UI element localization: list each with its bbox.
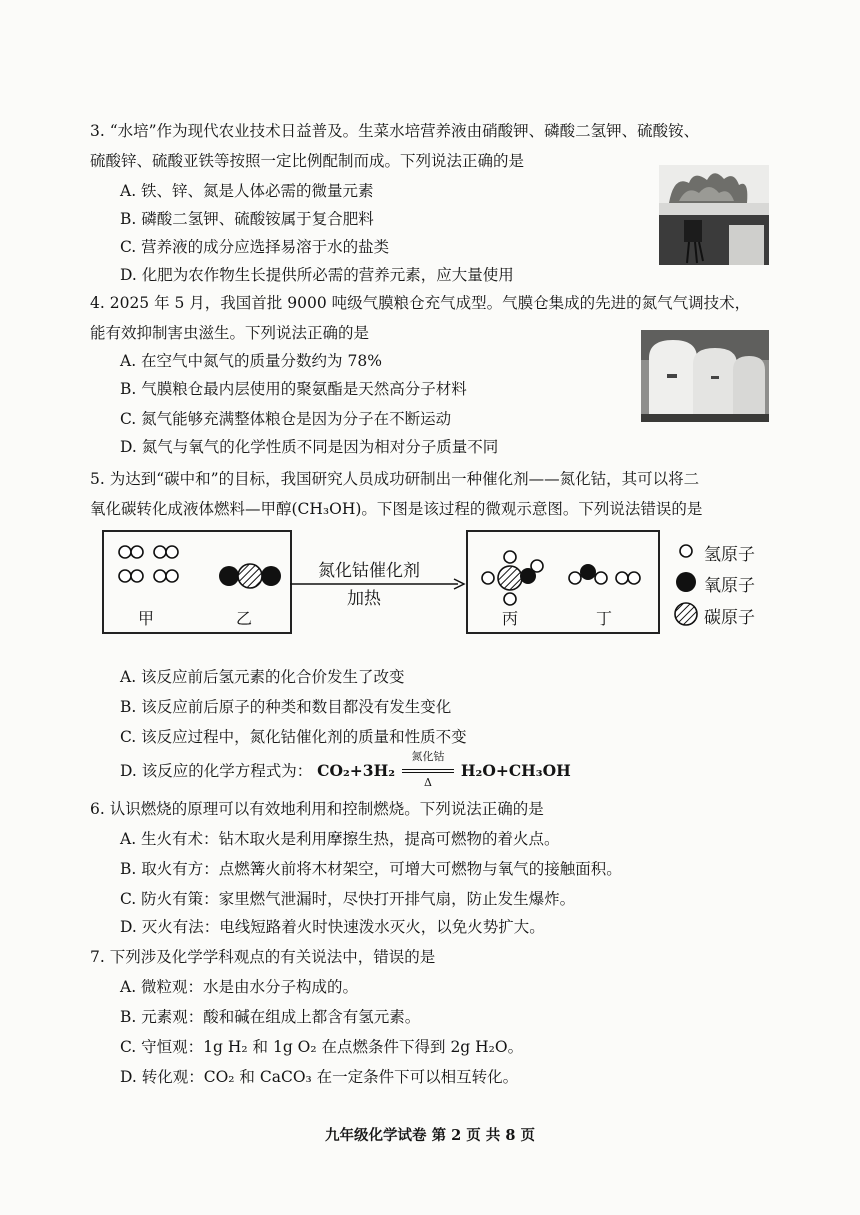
arrow-condition-catalyst: 氮化钴催化剂 bbox=[318, 561, 420, 581]
q5-stem-line-2: 氧化碳转化成液体燃料—甲醇(CH₃OH)。下图是该过程的微观示意图。下列说法错误的是 bbox=[90, 500, 703, 518]
product-molecules-icon bbox=[468, 532, 658, 632]
q5-option-d bbox=[120, 750, 571, 789]
q4-option-b: B. 气膜粮仓最内层使用的聚氨酯是天然高分子材料 bbox=[120, 380, 467, 398]
air-film-granary-photo bbox=[641, 330, 769, 422]
products-box bbox=[466, 530, 660, 634]
q4-option-a: A. 在空气中氮气的质量分数约为 78% bbox=[120, 352, 382, 370]
q4-stem-line-1: 4. 2025 年 5 月，我国首批 9000 吨级气膜粮仓充气成型。气膜仓集成的先进的氮气气调技术， bbox=[90, 294, 751, 312]
oxygen-atom-icon bbox=[674, 570, 698, 594]
label-jia: 甲 bbox=[138, 609, 155, 628]
q3-stem-line-2: 硫酸锌、硫酸亚铁等按照一定比例配制而成。下列说法正确的是 bbox=[90, 152, 525, 170]
page-footer: 九年级化学试卷 第 2 页 共 8 页 bbox=[325, 1127, 535, 1144]
hydrogen-atom-icon bbox=[676, 541, 696, 561]
q3-option-b: B. 磷酸二氢钾、硫酸铵属于复合肥料 bbox=[120, 210, 374, 228]
q4-stem-line-2: 能有效抑制害虫滋生。下列说法正确的是 bbox=[90, 324, 370, 342]
q7-stem-line-1: 7. 下列涉及化学学科观点的有关说法中，错误的是 bbox=[90, 948, 436, 966]
q4-option-c: C. 氮气能够充满整体粮仓是因为分子在不断运动 bbox=[120, 410, 452, 428]
reactants-box bbox=[102, 530, 292, 634]
q3-stem-line-1: 3. “水培”作为现代农业技术日益普及。生菜水培营养液由硝酸钾、磷酸二氢钾、硫酸铵、 bbox=[90, 122, 700, 140]
label-yi: 乙 bbox=[236, 609, 253, 628]
q6-option-c: C. 防火有策：家里燃气泄漏时，尽快打开排气扇，防止发生爆炸。 bbox=[120, 890, 576, 908]
arrow-condition-heat: 加热 bbox=[347, 589, 381, 609]
q5-option-c: C. 该反应过程中，氮化钴催化剂的质量和性质不变 bbox=[120, 728, 467, 746]
q4-option-d: D. 氮气与氧气的化学性质不同是因为相对分子质量不同 bbox=[120, 438, 499, 456]
q3-option-c: C. 营养液的成分应选择易溶于水的盐类 bbox=[120, 238, 390, 256]
q5-option-b: B. 该反应前后原子的种类和数目都没有发生变化 bbox=[120, 698, 452, 716]
q6-option-b: B. 取火有方：点燃篝火前将木材架空，可增大可燃物与氧气的接触面积。 bbox=[120, 860, 622, 878]
label-bing: 丙 bbox=[502, 609, 519, 628]
equation-right: H₂O+CH₃OH bbox=[460, 761, 571, 780]
q6-option-a: A. 生火有术：钻木取火是利用摩擦生热，提高可燃物的着火点。 bbox=[120, 830, 560, 848]
legend-hydrogen: 氢原子 bbox=[704, 545, 755, 565]
q7-option-c: C. 守恒观：1g H₂ 和 1g O₂ 在点燃条件下得到 2g H₂O。 bbox=[120, 1038, 524, 1056]
q7-option-b: B. 元素观：酸和碱在组成上都含有氢元素。 bbox=[120, 1008, 421, 1026]
q7-option-a: A. 微粒观：水是由水分子构成的。 bbox=[120, 978, 359, 996]
equation-bar bbox=[402, 769, 454, 770]
q6-option-d: D. 灭火有法：电线短路着火时快速泼水灭火，以免火势扩大。 bbox=[120, 918, 545, 936]
q5-stem-line-1: 5. 为达到“碳中和”的目标，我国研究人员成功研制出一种催化剂——氮化钴，其可以将二 bbox=[90, 470, 700, 488]
q5-option-a: A. 该反应前后氢元素的化合价发生了改变 bbox=[120, 668, 405, 686]
q3-option-d: D. 化肥为农作物生长提供所必需的营养元素，应大量使用 bbox=[120, 266, 514, 284]
label-ding: 丁 bbox=[596, 609, 613, 628]
equation-condition bbox=[400, 750, 456, 789]
equation-catalyst: 氮化钴 bbox=[411, 750, 445, 763]
legend-oxygen: 氧原子 bbox=[704, 576, 755, 596]
equation-left: CO₂+3H₂ bbox=[317, 761, 396, 780]
q6-stem-line-1: 6. 认识燃烧的原理可以有效地利用和控制燃烧。下列说法正确的是 bbox=[90, 800, 544, 818]
reactant-molecules-icon bbox=[104, 532, 290, 632]
q5-option-d-text: D. 该反应的化学方程式为： bbox=[120, 762, 313, 780]
hydroponic-lettuce-photo bbox=[659, 165, 769, 265]
q7-option-d: D. 转化观：CO₂ 和 CaCO₃ 在一定条件下可以相互转化。 bbox=[120, 1068, 519, 1086]
legend-carbon: 碳原子 bbox=[704, 608, 755, 628]
carbon-atom-icon bbox=[672, 600, 700, 628]
equation-heat: Δ bbox=[423, 776, 432, 789]
q3-option-a: A. 铁、锌、氮是人体必需的微量元素 bbox=[120, 182, 374, 200]
